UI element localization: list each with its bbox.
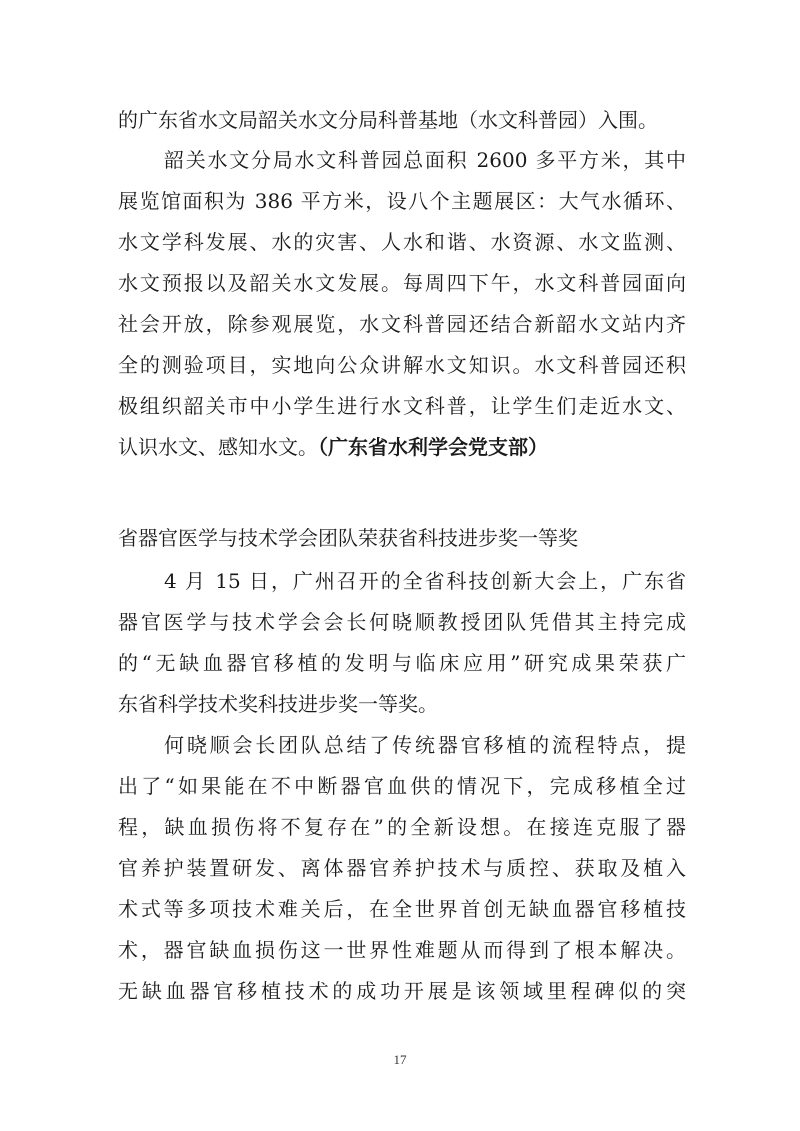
paragraph-line: 极组织韶关市中小学生进行水文科普，让学生们走近水文、	[118, 394, 686, 418]
paragraph-line: 水文学科发展、水的灾害、人水和谐、水资源、水文监测、	[118, 230, 686, 254]
paragraph-line: 展览馆面积为 386 平方米，设八个主题展区：大气水循环、	[118, 189, 686, 213]
paragraph-text: 认识水文、感知水文。	[118, 435, 318, 459]
paragraph-line: 的广东省水文局韶关水文分局科普基地（水文科普园）入围。	[118, 108, 658, 132]
paragraph-line: 全的测验项目，实地向公众讲解水文知识。水文科普园还积	[118, 353, 686, 377]
paragraph-line: 器官医学与技术学会会长何晓顺教授团队凭借其主持完成	[118, 610, 686, 634]
paragraph-line: 韶关水文分局水文科普园总面积 2600 多平方米，其中	[164, 148, 686, 172]
paragraph-line: 的“无缺血器官移植的发明与临床应用”研究成果荣获广	[118, 651, 686, 675]
paragraph-line	[118, 434, 686, 460]
paragraph-line: 水文预报以及韶关水文发展。每周四下午，水文科普园面向	[118, 271, 686, 295]
paragraph-line: 出了“如果能在不中断器官血供的情况下，完成移植全过	[118, 774, 686, 798]
paragraph-line: 社会开放，除参观展览，水文科普园还结合新韶水文站内齐	[118, 312, 686, 336]
paragraph-line: 术式等多项技术难关后，在全世界首创无缺血器官移植技	[118, 897, 686, 921]
paragraph-line: 何晓顺会长团队总结了传统器官移植的流程特点，提	[164, 733, 686, 757]
page-number: 17	[393, 1052, 407, 1067]
paragraph-line: 程，缺血损伤将不复存在”的全新设想。在接连克服了器	[118, 815, 686, 839]
paragraph-line: 无缺血器官移植技术的成功开展是该领域里程碑似的突	[118, 979, 686, 1003]
article-source: （广东省水利学会党支部）	[318, 435, 548, 459]
article-title: 省器官医学与技术学会团队荣获省科技进步奖一等奖	[118, 526, 578, 550]
paragraph-line: 官养护装置研发、离体器官养护技术与质控、获取及植入	[118, 856, 686, 880]
paragraph-line: 4 月 15 日，广州召开的全省科技创新大会上，广东省	[164, 569, 686, 593]
paragraph-line: 术，器官缺血损伤这一世界性难题从而得到了根本解决。	[118, 938, 686, 962]
paragraph-line: 东省科学技术奖科技进步奖一等奖。	[118, 692, 438, 716]
